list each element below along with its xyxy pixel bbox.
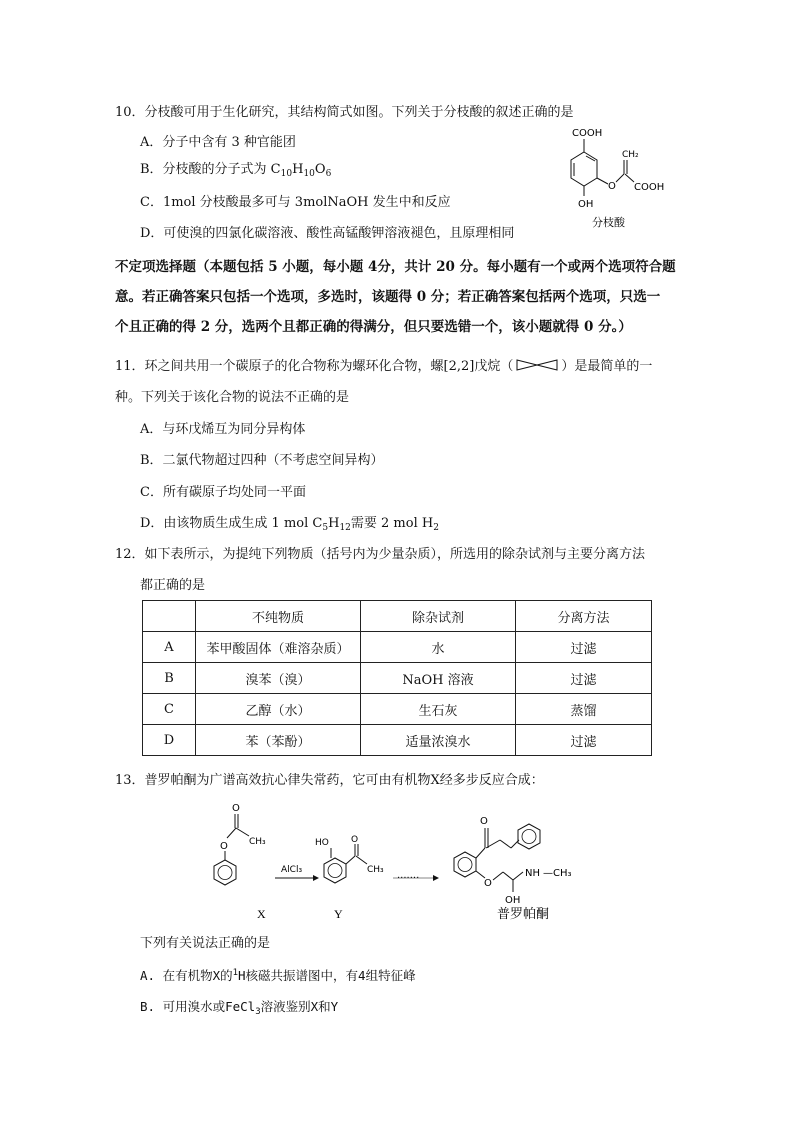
table-cell: A — [143, 632, 196, 663]
table-cell: 蒸馏 — [516, 694, 652, 725]
chorismic-acid-structure — [558, 122, 670, 230]
propafenone-structure — [454, 816, 572, 906]
y-carbonyl-o: O — [351, 835, 359, 845]
q11-option-a: A．与环戊烯互为同分异构体 — [140, 422, 306, 437]
fig-cooh-side: COOH — [634, 182, 665, 193]
q10-option-a: A．分子中含有 3 种官能团 — [140, 135, 296, 150]
q10-option-b: B．分枝酸的分子式为 $C_{10}H_{10}O_6$ — [140, 162, 332, 179]
p-carbonyl-o: O — [480, 816, 488, 827]
label-x: X — [257, 907, 266, 921]
table-cell: 苯甲酸固体（难溶杂质） — [196, 632, 361, 663]
q10-option-d: D．可使溴的四氯化碳溶液、酸性高锰酸钾溶液褪色，且原理相同 — [140, 226, 515, 241]
compound-y-structure — [315, 835, 384, 883]
table-cell: 过滤 — [516, 725, 652, 756]
table-cell: B — [143, 663, 196, 694]
p-ether-o: O — [484, 878, 492, 889]
table-cell: 适量浓溴水 — [361, 725, 516, 756]
p-n-ch3: —CH₃ — [543, 868, 572, 879]
table-header-cell — [143, 601, 196, 632]
table-header-cell: 除杂试剂 — [361, 601, 516, 632]
label-y: Y — [334, 907, 343, 921]
table-row — [143, 632, 652, 663]
table-cell: 溴苯（溴） — [196, 663, 361, 694]
x-ch3: CH₃ — [249, 837, 266, 847]
y-ho: HO — [315, 838, 329, 848]
table-cell: D — [143, 725, 196, 756]
spiropentane-icon — [513, 358, 561, 372]
q11-option-d: D．由该物质生成生成 1 mol $C_5H_{12}$需要 2 mol $H_2$ — [140, 516, 439, 533]
table-row — [143, 663, 652, 694]
q11-stem-line-2: 种。下列关于该化合物的说法不正确的是 — [115, 390, 350, 405]
q10-option-c: C．1mol 分枝酸最多可与 3molNaOH 发生中和反应 — [140, 195, 451, 210]
table-cell: 苯（苯酚） — [196, 725, 361, 756]
q10-stem: 10．分枝酸可用于生化研究，其结构简式如图。下列关于分枝酸的叙述正确的是 — [115, 105, 574, 120]
table-cell: 乙醇（水） — [196, 694, 361, 725]
instruction-line-3: 个且正确的得 2 分，选两个且都正确的得满分，但只要选错一个，该小题就得 0 分。） — [115, 319, 632, 335]
x-ester-o: O — [220, 841, 228, 852]
table-cell: 过滤 — [516, 632, 652, 663]
table-cell: C — [143, 694, 196, 725]
table-header-cell: 分离方法 — [516, 601, 652, 632]
table-cell: NaOH 溶液 — [361, 663, 516, 694]
fig-cooh-top: COOH — [572, 128, 603, 139]
table-row — [143, 694, 652, 725]
q11-stem-line-1: 11．环之间共用一个碳原子的化合物称为螺环化合物，螺[2,2]戊烷（ ）是最简单的一 — [115, 359, 653, 374]
table-header-row — [143, 601, 652, 632]
table-row — [143, 725, 652, 756]
q11-option-b: B．二氯代物超过四种（不考虑空间异构） — [140, 453, 384, 468]
p-oh: OH — [505, 895, 521, 906]
purification-table — [142, 600, 652, 756]
table-header-cell: 不纯物质 — [196, 601, 361, 632]
instruction-line-1: 不定项选择题（本题包括 5 小题，每小题 4分，共计 20 分。每小题有一个或两个选项符合题 — [115, 259, 676, 275]
q13-stem: 13．普罗帕酮为广谱高效抗心律失常药，它可由有机物X经多步反应合成： — [115, 773, 544, 788]
q13-option-a: A. 在有机物X的$^1$H核磁共振谱图中，有4组特征峰 — [140, 968, 416, 983]
multistep-dots: ······· — [397, 873, 420, 884]
q13-sub-stem: 下列有关说法正确的是 — [140, 936, 271, 951]
compound-x-structure — [214, 803, 266, 885]
fig-ch2: CH₂ — [622, 150, 639, 160]
label-propafenone: 普罗帕酮 — [497, 907, 550, 922]
table-cell: 水 — [361, 632, 516, 663]
synthesis-scheme — [195, 800, 615, 925]
instruction-line-2: 意。若正确答案只包括一个选项，多选时，该题得 0 分；若正确答案包括两个选项，只选一 — [115, 289, 661, 305]
table-cell: 过滤 — [516, 663, 652, 694]
q12-stem-line-2: 都正确的是 — [140, 578, 206, 593]
fig-oh: OH — [578, 199, 594, 210]
x-carbonyl-o: O — [232, 803, 240, 814]
q11-option-c: C．所有碳原子均处同一平面 — [140, 485, 306, 500]
q13-option-b: B. 可用溴水或FeCl$_3$溶液鉴别X和Y — [140, 999, 339, 1017]
q12-stem-line-1: 12．如下表所示，为提纯下列物质（括号内为少量杂质），所选用的除杂试剂与主要分离方法 — [115, 547, 646, 562]
fig-o: O — [608, 181, 616, 192]
y-ch3: CH₃ — [367, 865, 384, 875]
p-nh: NH — [525, 868, 540, 879]
reagent-label: AlCl₃ — [281, 865, 303, 875]
fig-caption: 分枝酸 — [592, 216, 625, 229]
table-cell: 生石灰 — [361, 694, 516, 725]
